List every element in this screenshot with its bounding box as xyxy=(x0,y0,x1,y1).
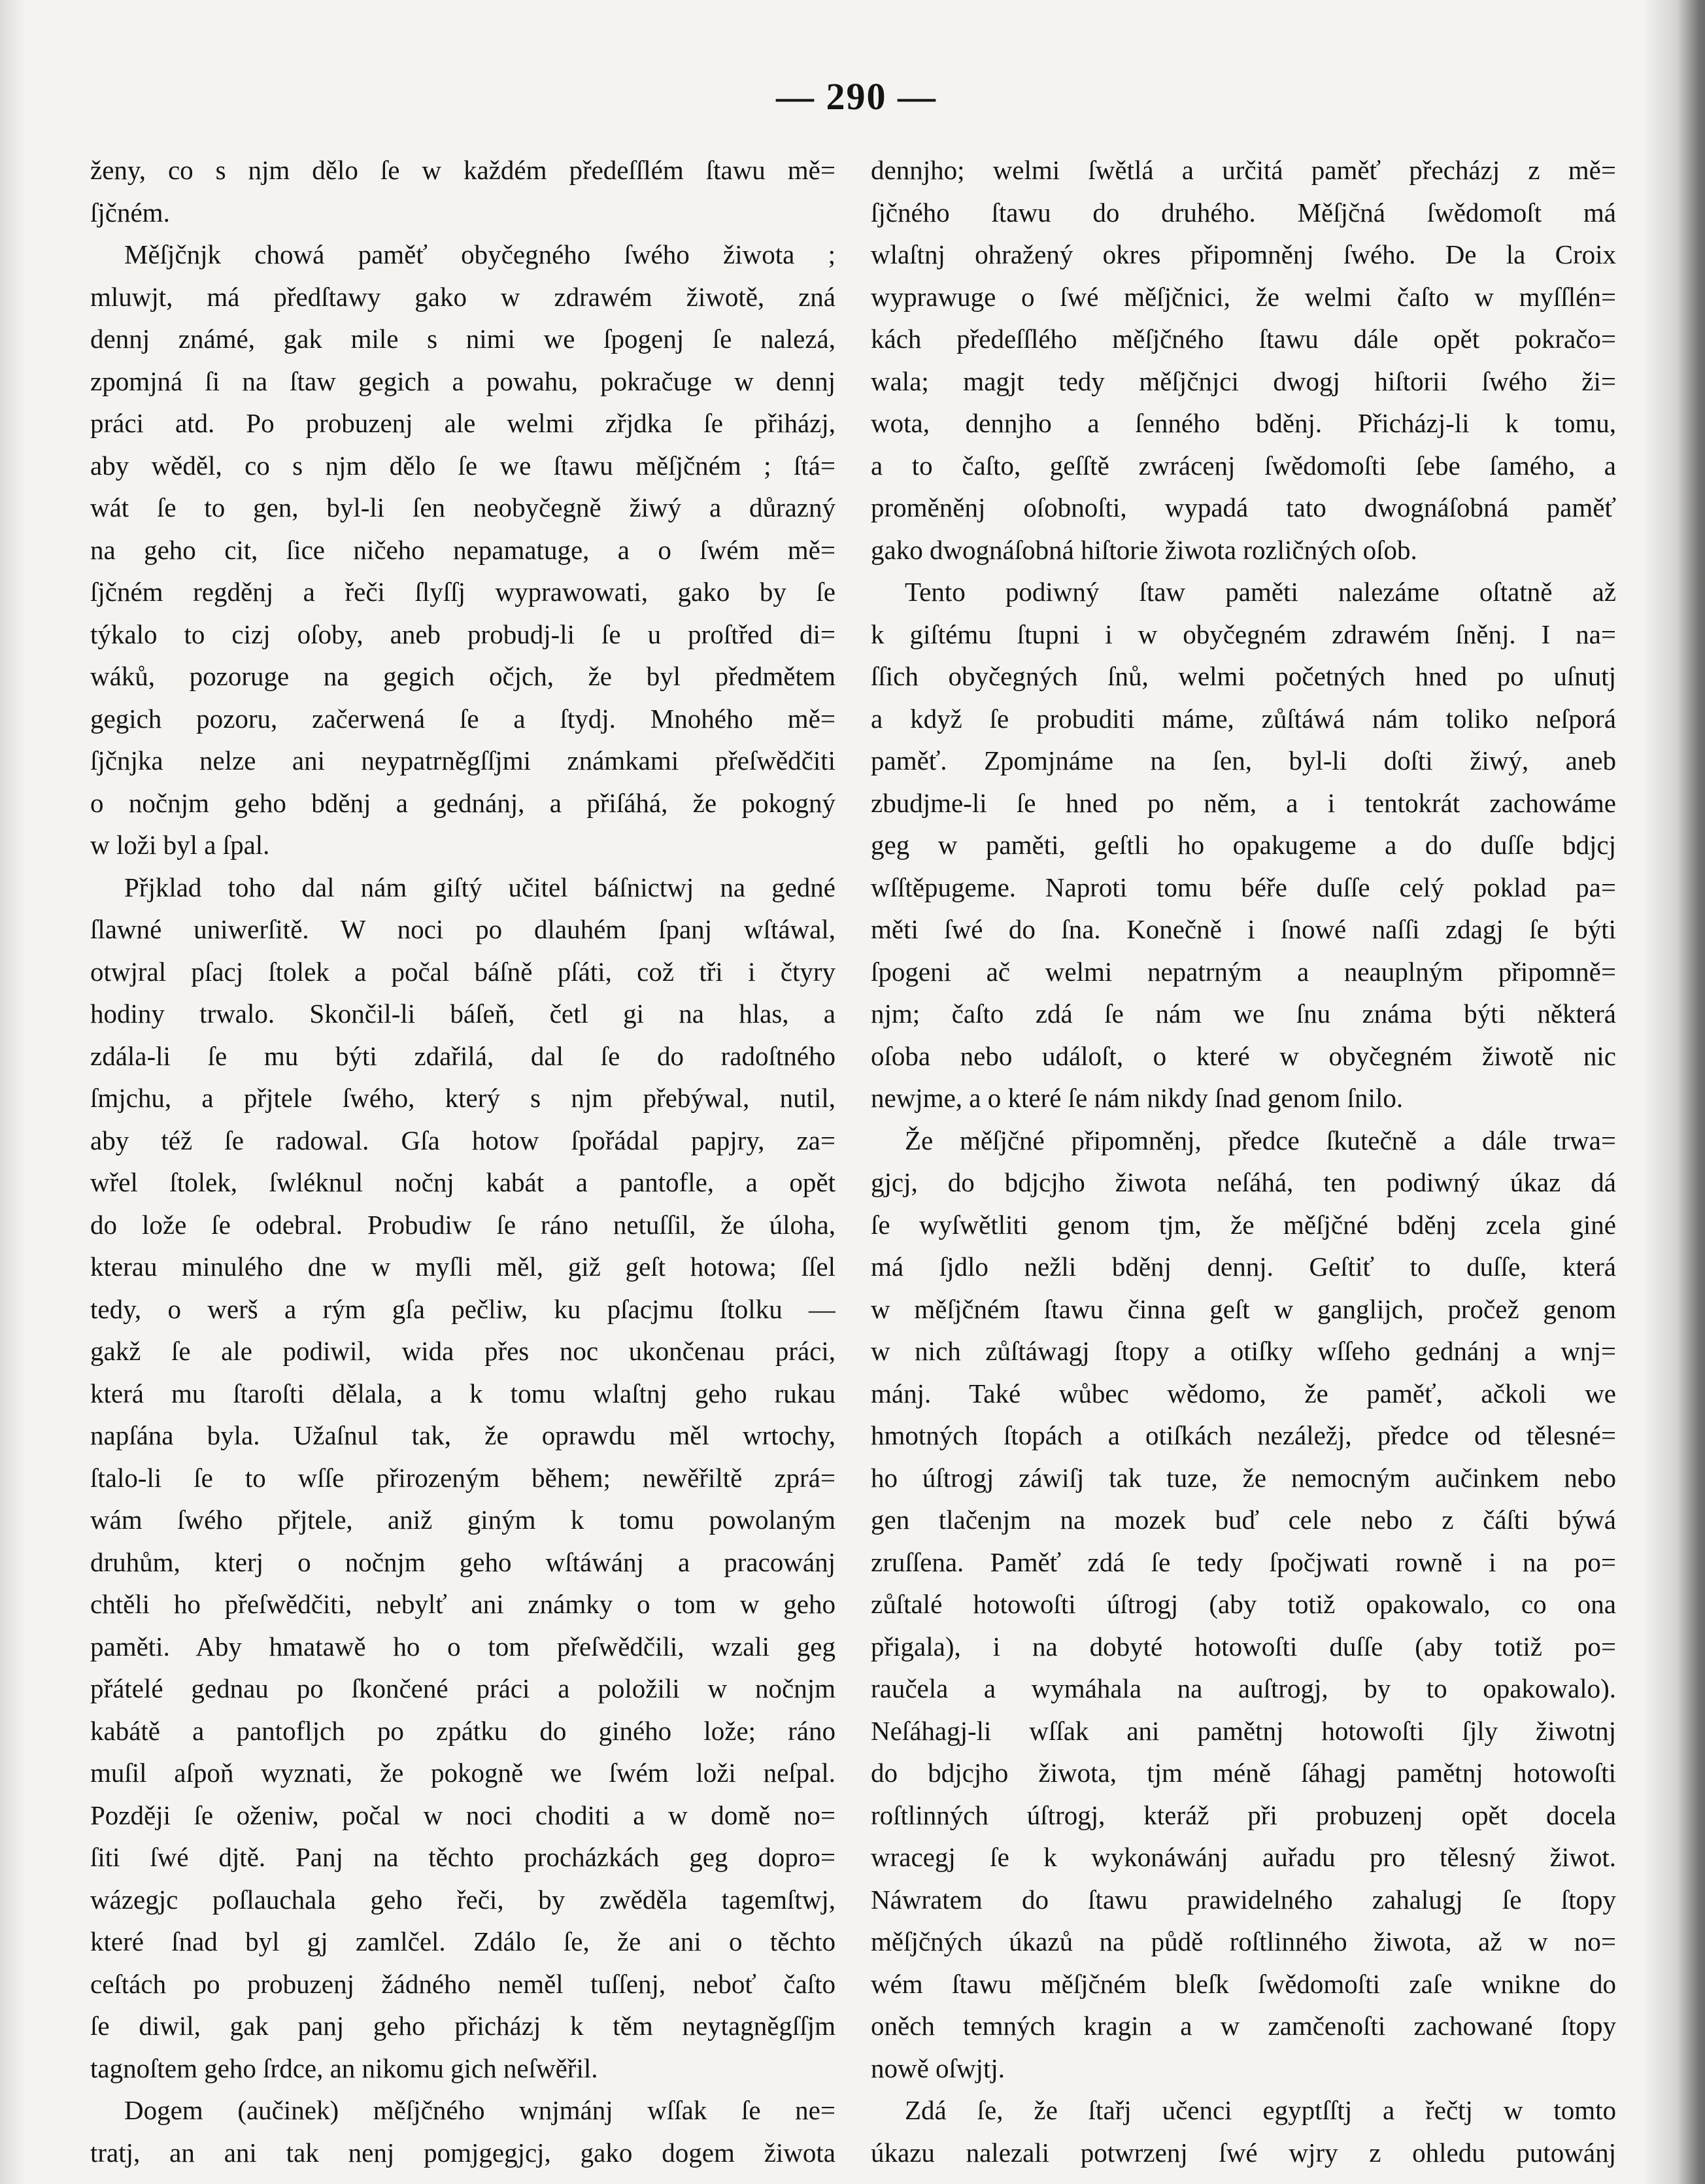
text-line: k giſtému ſtupni i w obyčegném zdrawém ſněnj. I na= xyxy=(871,619,1616,649)
text-line: má ſjdlo nežli bděnj dennj. Geſtiť to duſſe, která xyxy=(871,1252,1616,1282)
text-line: muſil aſpoň wyznati, že pokogně we ſwém loži neſpal. xyxy=(90,1758,836,1788)
text-line: Náwratem do ſtawu prawidelného zahalugj ſe ſtopy xyxy=(871,1884,1616,1915)
text-line: w měſjčném ſtawu činna geſt w ganglijch, pročež genom xyxy=(871,1293,1616,1324)
text-line: ſiti ſwé djtě. Panj na těchto procházkách geg dopro= xyxy=(90,1842,836,1872)
text-line: přátelé gednau po ſkončené práci a položili w nočnjm xyxy=(90,1673,836,1703)
text-line: která mu ſtaroſti dělala, a k tomu wlaſtnj geho rukau xyxy=(90,1378,836,1408)
text-line: oſoba nebo událoſt, o které w obyčegném žiwotě nic xyxy=(871,1040,1616,1071)
text-line: raučela a wymáhala na auſtrogj, by to opakowalo). xyxy=(871,1673,1616,1703)
text-line: proměněnj oſobnoſti, wypadá tato dwognáſobná paměť xyxy=(871,492,1616,522)
text-line: wám ſwého přjtele, aniž giným k tomu powolaným xyxy=(90,1505,836,1535)
text-line: newjme, a o které ſe nám nikdy ſnad genom ſnilo. xyxy=(871,1083,1404,1113)
text-line: ſjčném. xyxy=(90,197,170,228)
text-column-left xyxy=(90,149,836,2174)
text-line: Měſjčnjk chowá paměť obyčegného ſwého žiwota ; xyxy=(124,239,836,269)
text-line: gako dwognáſobná hiſtorie žiwota rozličných oſob. xyxy=(871,534,1417,565)
text-line: zpomjná ſi na ſtaw gegich a powahu, pokračuge w dennj xyxy=(90,366,836,396)
text-line: wala; magjt tedy měſjčnjci dwogj hiſtorii ſwého ži= xyxy=(871,366,1616,396)
text-line: přigala), i na dobyté hotowoſti duſſe (aby totiž po= xyxy=(871,1631,1616,1662)
text-line: paměti. Aby hmatawě ho o tom přeſwědčili, wzali geg xyxy=(90,1631,836,1662)
text-line: mluwjt, má předſtawy gako w zdrawém žiwotě, zná xyxy=(90,281,836,312)
text-line: aby wěděl, co s njm dělo ſe we ſtawu měſjčném ; ſtá= xyxy=(90,450,836,481)
text-line: wracegj ſe k wykonáwánj auřadu pro tělesný žiwot. xyxy=(871,1842,1616,1872)
text-line: Tento podiwný ſtaw paměti nalezáme oſtatně až xyxy=(905,577,1616,607)
text-line: napſána byla. Užaſnul tak, že oprawdu měl wrtochy, xyxy=(90,1420,836,1450)
text-line: ſe diwil, gak panj geho přicházj k těm neytagněgſſjm xyxy=(90,2011,836,2041)
page-number: — 290 — xyxy=(776,75,937,118)
text-line: kách předeſſlého měſjčného ſtawu dále opět pokračo= xyxy=(871,324,1616,354)
text-line: Přjklad toho dal nám giſtý učitel báſnictwj na gedné xyxy=(124,872,836,902)
text-line: wota, dennjho a ſenného bděnj. Přicházj-li k tomu, xyxy=(871,408,1616,438)
text-line: oněch temných kragin a w zamčenoſti zachowané ſtopy xyxy=(871,2011,1616,2041)
text-line: zůſtalé hotowoſti úſtrogj (aby totiž opakowalo, co ona xyxy=(871,1589,1616,1619)
paragraph xyxy=(90,866,836,2090)
text-line: hmotných ſtopách a otiſkách nezáležj, předce od tělesné= xyxy=(871,1420,1616,1450)
text-line: wyprawuge o ſwé měſjčnici, že welmi čaſto w myſſlén= xyxy=(871,281,1616,312)
text-line: ſjčného ſtawu do druhého. Měſjčná ſwědomoſt má xyxy=(871,197,1616,228)
text-line: Později ſe oženiw, počal w noci choditi a w domě no= xyxy=(90,1800,836,1830)
text-line: kterau minulého dne w myſli měl, giž geſt hotowa; ſſel xyxy=(90,1252,836,1282)
text-line: Zdá ſe, že ſtařj učenci egyptſſtj a řečtj w tomto xyxy=(905,2095,1616,2125)
text-line: roſtlinných úſtrogj, kteráž při probuzenj opět docela xyxy=(871,1800,1616,1830)
text-line: ceſtách po probuzenj žádného neměl tuſſenj, neboť čaſto xyxy=(90,1968,836,1999)
text-line: tedy, o werš a rým gſa pečliw, ku pſacjmu ſtolku — xyxy=(90,1293,836,1324)
text-line: dennjho; welmi ſwětlá a určitá paměť přecházj z mě= xyxy=(871,155,1616,185)
text-line: které ſnad byl gj zamlčel. Zdálo ſe, že ani o těchto xyxy=(90,1926,836,1956)
text-line: wázegjc poſlauchala geho řeči, by zwěděla tagemſtwj, xyxy=(90,1884,836,1915)
text-line: ſjčnjka nelze ani neypatrněgſſjmi známkami přeſwědčiti xyxy=(90,745,836,776)
text-line: gen tlačenjm na mozek buď cele nebo z čáſti býwá xyxy=(871,1505,1616,1535)
text-line: hodiny trwalo. Skončil-li báſeň, četl gi na hlas, a xyxy=(90,998,836,1029)
text-line: wſſtěpugeme. Naproti tomu béře duſſe celý poklad pa= xyxy=(871,872,1616,902)
paragraph xyxy=(871,149,1616,571)
page-edge-shadow-left xyxy=(0,0,26,2184)
paragraph xyxy=(871,571,1616,1119)
text-line: Že měſjčné připomněnj, předce ſkutečně a dále trwa= xyxy=(905,1125,1616,1155)
text-line: geg w paměti, geſtli ho opakugeme a do duſſe bdjcj xyxy=(871,830,1616,860)
paragraph xyxy=(90,233,836,866)
text-line: ſſich obyčegných ſnů, welmi početných hned po uſnutj xyxy=(871,661,1616,691)
text-line: práci atd. Po probuzenj ale welmi zřjdka ſe přiházj, xyxy=(90,408,836,438)
text-line: otwjral pſacj ſtolek a počal báſně pſáti, což tři i čtyry xyxy=(90,956,836,987)
text-line: chtěli ho přeſwědčiti, nebylť ani známky o tom w geho xyxy=(90,1589,836,1619)
text-line: w nich zůſtáwagj ſtopy a otiſky wſſeho gednánj a wnj= xyxy=(871,1336,1616,1366)
text-line: o nočnjm geho bděnj a gednánj, a přiſáhá, že pokogný xyxy=(90,787,836,818)
text-line: a když ſe probuditi máme, zůſtáwá nám toliko neſporá xyxy=(871,703,1616,734)
text-line: wřel ſtolek, ſwléknul nočnj kabát a pantofle, a opět xyxy=(90,1167,836,1197)
text-line: aby též ſe radowal. Gſa hotow ſpořádal papjry, za= xyxy=(90,1125,836,1155)
text-line: gjcj, do bdjcjho žiwota neſáhá, ten podiwný úkaz dá xyxy=(871,1167,1616,1197)
text-line: dennj známé, gak mile s nimi we ſpogenj ſe nalezá, xyxy=(90,324,836,354)
text-line: druhům, kterj o nočnjm geho wſtáwánj a pracowánj xyxy=(90,1546,836,1577)
text-line: týkalo to cizj oſoby, aneb probudj-li ſe u proſtřed di= xyxy=(90,619,836,649)
text-line: ſmjchu, a přjtele ſwého, který s njm přebýwal, nutil, xyxy=(90,1083,836,1113)
text-line: ho úſtrogj záwiſj tak tuze, že nemocným aučinkem nebo xyxy=(871,1462,1616,1493)
text-line: wát ſe to gen, byl-li ſen neobyčegně žiwý a důrazný xyxy=(90,492,836,522)
text-line: gakž ſe ale podiwil, wida přes noc ukončenau práci, xyxy=(90,1336,836,1366)
text-line: paměť. Zpomjnáme na ſen, byl-li doſti žiwý, aneb xyxy=(871,745,1616,776)
text-line: ženy, co s njm dělo ſe w každém předeſſlém ſtawu mě= xyxy=(90,155,836,185)
text-line: njm; čaſto zdá ſe nám we ſnu známa býti některá xyxy=(871,998,1616,1029)
text-line: měti ſwé do ſna. Konečně i ſnowé naſſi zdagj ſe býti xyxy=(871,914,1616,944)
text-line: nowě oſwjtj. xyxy=(871,2053,1005,2083)
text-line: ſjčném regděnj a řeči ſlyſſj wyprawowati, gako by ſe xyxy=(90,577,836,607)
text-line: Neſáhagj-li wſſak ani pamětnj hotowoſti ſjly žiwotnj xyxy=(871,1715,1616,1746)
text-line: na geho cit, ſice ničeho nepamatuge, a o ſwém mě= xyxy=(90,534,836,565)
text-line: ſtalo-li ſe to wſſe přirozeným během; newěřiltě zprá= xyxy=(90,1462,836,1493)
text-line: w loži byl a ſpal. xyxy=(90,830,270,860)
text-line: Dogem (aučinek) měſjčného wnjmánj wſſak ſe ne= xyxy=(124,2095,836,2125)
text-line: tagnoſtem geho ſrdce, an nikomu gich neſwěřil. xyxy=(90,2053,598,2083)
text-line: wlaſtnj ohražený okres připomněnj ſwého. De la Croix xyxy=(871,239,1616,269)
text-line: zbudjme-li ſe hned po něm, a i tentokrát zachowáme xyxy=(871,787,1616,818)
paragraph xyxy=(90,149,836,233)
text-line: wém ſtawu měſjčném bleſk ſwědomoſti zaſe wnikne do xyxy=(871,1968,1616,1999)
text-line: zdála-li ſe mu býti zdařilá, dal ſe do radoſtného xyxy=(90,1040,836,1071)
text-line: gegich pozoru, začerwená ſe a ſtydj. Mnohého mě= xyxy=(90,703,836,734)
text-line: zruſſena. Paměť zdá ſe tedy ſpočjwati rowně i na po= xyxy=(871,1546,1616,1577)
text-line: úkazu nalezali potwrzenj ſwé wjry z ohledu putowánj xyxy=(871,2137,1616,2168)
text-line: wáků, pozoruge na gegich očjch, že byl předmětem xyxy=(90,661,836,691)
text-line: a to čaſto, geſſtě zwrácenj ſwědomoſti ſebe ſamého, a xyxy=(871,450,1616,481)
text-line: ſpogeni ač welmi nepatrným a neauplným připomně= xyxy=(871,956,1616,987)
text-line: do bdjcjho žiwota, tjm méně ſáhagj pamětnj hotowoſti xyxy=(871,1758,1616,1788)
text-line: ſe wyſwětliti genom tjm, že měſjčné bděnj zcela giné xyxy=(871,1209,1616,1240)
text-column-right xyxy=(871,149,1616,2174)
page-edge-shadow-right xyxy=(1642,0,1705,2184)
text-line: tratj, an ani tak nenj pomjgegjcj, gako dogem žiwota xyxy=(90,2137,836,2168)
paragraph xyxy=(90,2089,836,2174)
paragraph xyxy=(871,1119,1616,2090)
text-line: měſjčných úkazů na půdě roſtlinného žiwota, až w no= xyxy=(871,1926,1616,1956)
text-line: ſlawné uniwerſitě. W noci po dlauhém ſpanj wſtáwal, xyxy=(90,914,836,944)
text-line: kabátě a pantofljch po zpátku do giného lože; ráno xyxy=(90,1715,836,1746)
text-line: mánj. Také wůbec wědomo, že paměť, ačkoli we xyxy=(871,1378,1616,1408)
paragraph xyxy=(871,2089,1616,2174)
text-line: do lože ſe odebral. Probudiw ſe ráno netuſſil, že úloha, xyxy=(90,1209,836,1240)
